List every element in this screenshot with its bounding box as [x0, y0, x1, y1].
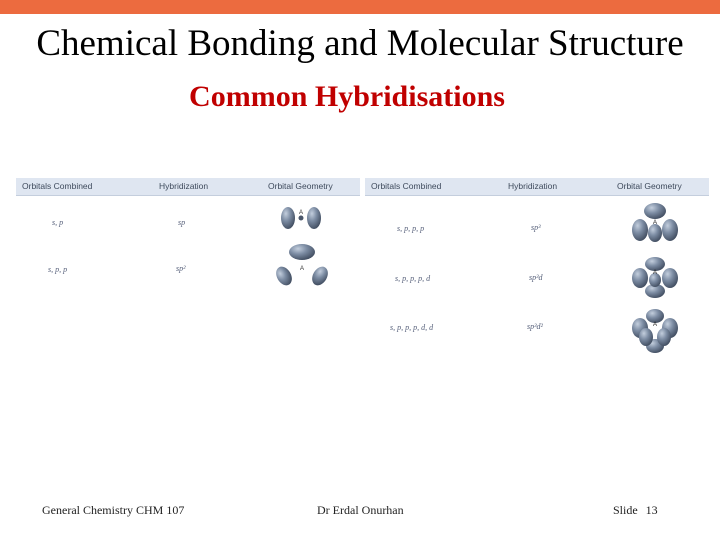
slide-subtitle: Common Hybridisations: [189, 80, 505, 113]
header-orbitals-combined: Orbitals Combined: [371, 181, 442, 191]
row-orbitals: s, p: [52, 218, 64, 227]
slide-title: Chemical Bonding and Molecular Structure: [36, 23, 684, 64]
table-header: [16, 178, 360, 196]
row-hybridization: sp: [178, 218, 186, 227]
row-orbitals: s, p, p, p: [397, 224, 425, 233]
row-hybridization: sp³d: [529, 273, 543, 282]
row-hybridization: sp³d²: [527, 322, 543, 331]
header-hybridization: Hybridization: [508, 181, 558, 191]
header-hybridization: Hybridization: [159, 181, 209, 191]
header-orbitals-combined: Orbitals Combined: [22, 181, 93, 191]
footer-slide-number: [613, 503, 658, 518]
svg-text:A: A: [652, 270, 658, 276]
footer-author: Dr Erdal Onurhan: [317, 503, 404, 517]
svg-text:A: A: [298, 210, 304, 216]
slide-label: Slide: [613, 503, 638, 517]
hybridization-table-left: [16, 178, 360, 364]
row-hybridization: sp²: [176, 264, 186, 273]
hybridization-table-right: [365, 178, 709, 364]
svg-text:A: A: [299, 266, 305, 272]
linear-orbital-icon: [278, 203, 324, 233]
top-accent-bar: [0, 0, 720, 14]
footer-course: General Chemistry CHM 107: [42, 503, 185, 517]
trigonal-planar-orbital-icon: [274, 238, 330, 288]
row-hybridization: sp³: [531, 223, 541, 232]
svg-text:A: A: [652, 322, 658, 328]
octahedral-orbital-icon: [631, 308, 679, 354]
row-orbitals: s, p, p: [48, 265, 68, 274]
row-orbitals: s, p, p, p, d: [395, 274, 431, 283]
header-orbital-geometry: Orbital Geometry: [268, 181, 333, 191]
svg-text:A: A: [652, 220, 658, 226]
trigonal-bipyramidal-orbital-icon: [631, 256, 679, 298]
row-orbitals: s, p, p, p, d, d: [390, 323, 434, 332]
table-header: [365, 178, 709, 196]
slide-number: 13: [645, 503, 658, 517]
tetrahedral-orbital-icon: [631, 202, 679, 244]
header-orbital-geometry: Orbital Geometry: [617, 181, 682, 191]
